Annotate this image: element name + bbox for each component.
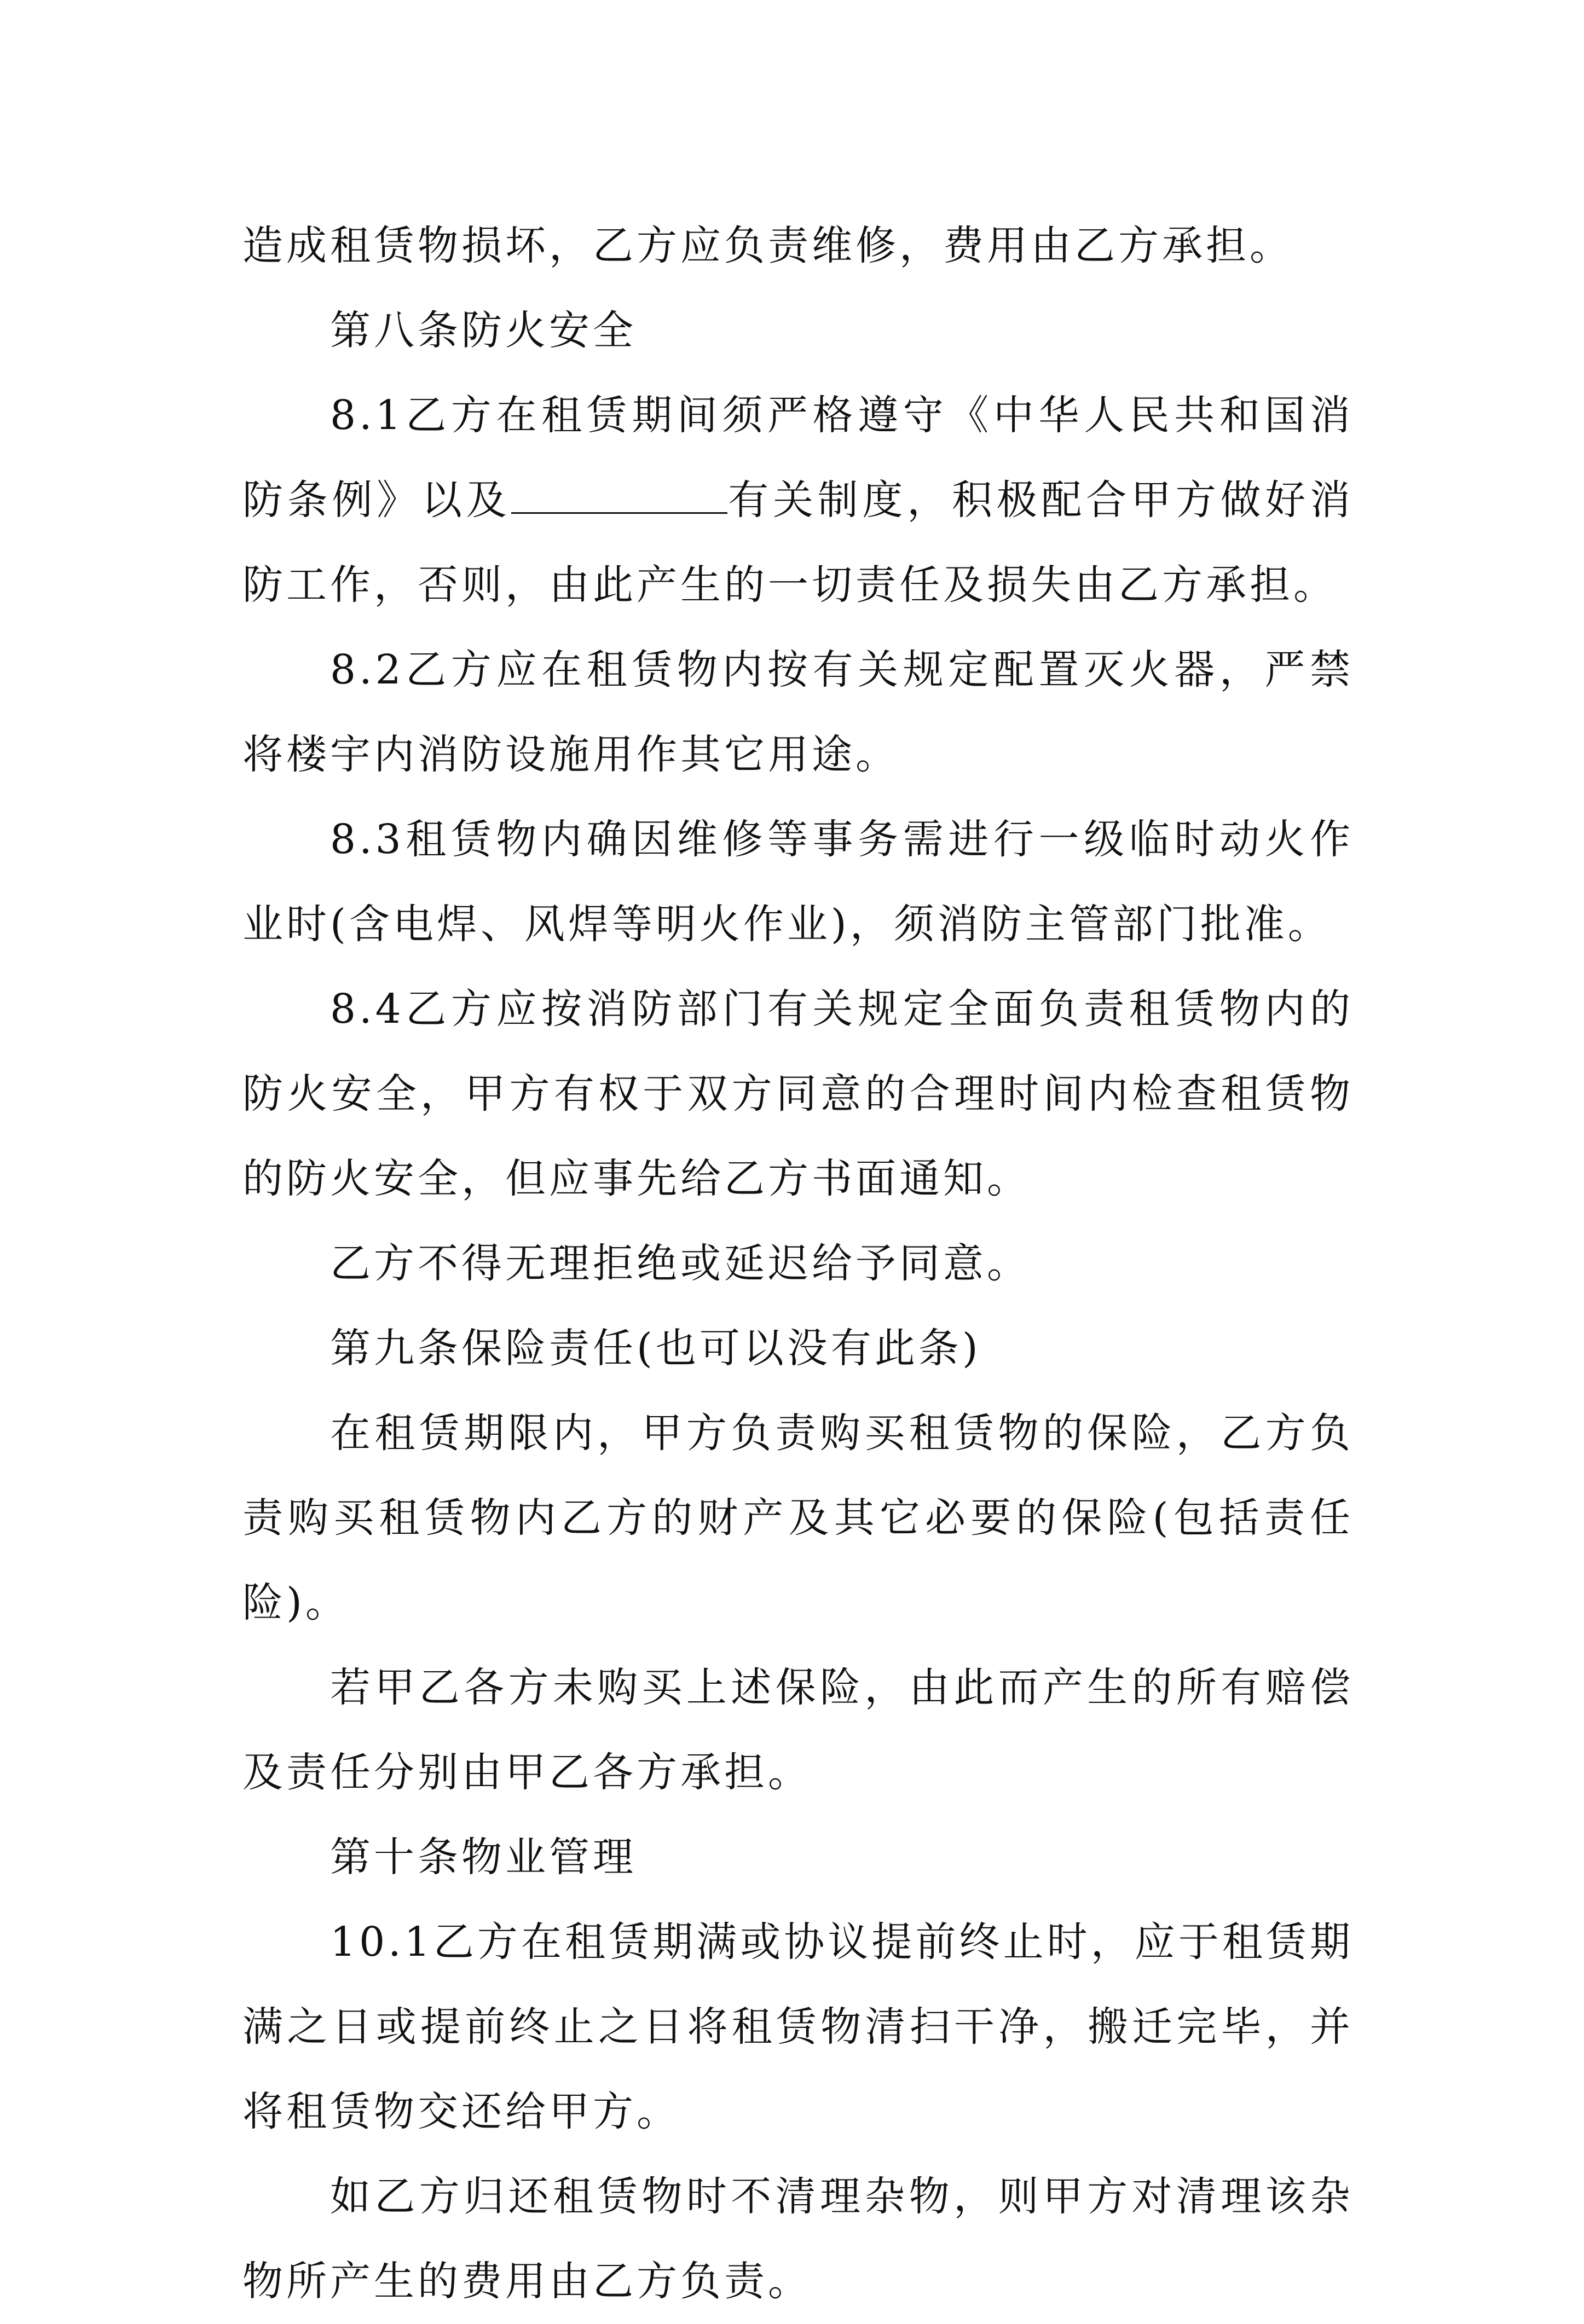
clause-8-1-text-before: 8.1乙方在租赁期间须严格遵守《中华人民共和国消防条例》以及	[242, 392, 1354, 524]
article-10-heading: 第十条物业管理	[330, 1834, 637, 1881]
clause-8-1	[242, 373, 1354, 628]
article-8-heading: 第八条防火安全	[330, 307, 637, 354]
clause-8-1-text-after: 有关制度，积极配合甲方做好消防工作，否则，由此产生的一切责任及损失由乙方承担。	[242, 477, 1354, 608]
clause-8-2: 8.2乙方应在租赁物内按有关规定配置灭火器，严禁将楼宇内消防设施用作其它用途。	[242, 646, 1354, 778]
document-body	[242, 204, 1354, 2324]
fill-in-blank	[511, 479, 727, 514]
article-9-paragraph-1: 在租赁期限内，甲方负责购买租赁物的保险，乙方负责购买租赁物内乙方的财产及其它必要的保险(包括责任险)。	[242, 1410, 1354, 1626]
article-9-paragraph-2: 若甲乙各方未购买上述保险，由此而产生的所有赔偿及责任分别由甲乙各方承担。	[242, 1664, 1354, 1796]
clause-10-1: 10.1乙方在租赁期满或协议提前终止时，应于租赁期满之日或提前终止之日将租赁物清扫干净，搬迁完毕，并将租赁物交还给甲方。	[242, 1919, 1354, 2135]
clause-8-4-note: 乙方不得无理拒绝或延迟给予同意。	[330, 1240, 1031, 1287]
article-9-heading: 第九条保险责任(也可以没有此条)	[330, 1325, 981, 1372]
clause-10-1-note: 如乙方归还租赁物时不清理杂物，则甲方对清理该杂物所产生的费用由乙方负责。	[242, 2173, 1354, 2305]
clause-8-3: 8.3租赁物内确因维修等事务需进行一级临时动火作业时(含电焊、风焊等明火作业)，须消防主管部门批准。	[242, 816, 1354, 948]
paragraph-continuation: 造成租赁物损坏，乙方应负责维修，费用由乙方承担。	[242, 222, 1293, 269]
clause-8-4: 8.4乙方应按消防部门有关规定全面负责租赁物内的防火安全，甲方有权于双方同意的合理时间内检查租赁物的防火安全，但应事先给乙方书面通知。	[242, 986, 1354, 1202]
